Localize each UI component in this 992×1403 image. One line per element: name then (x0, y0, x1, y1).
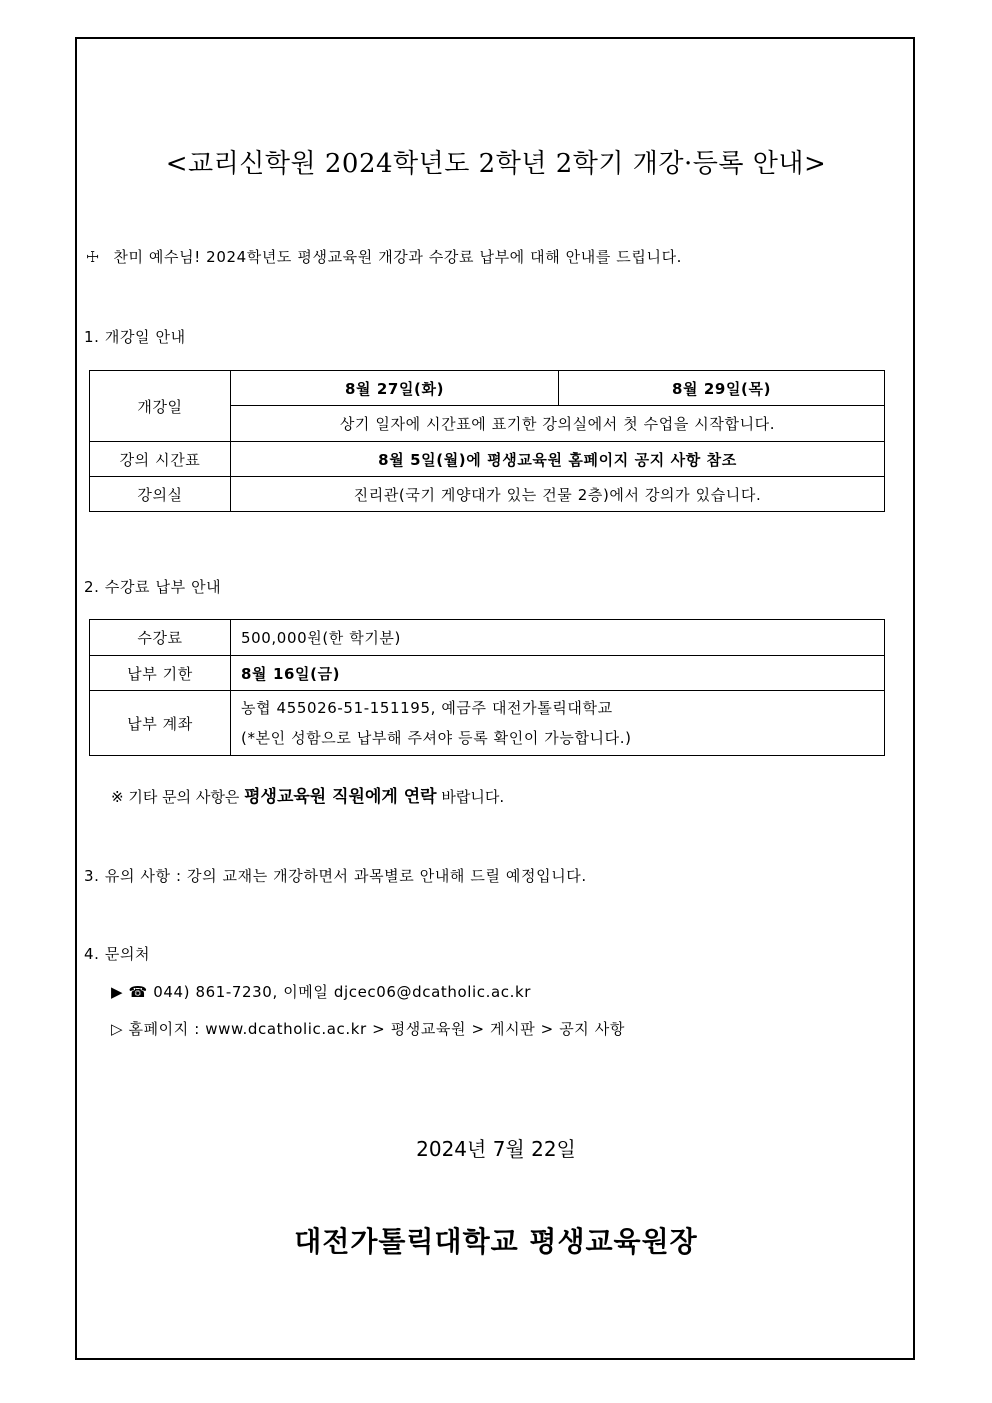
fee-table (89, 619, 885, 756)
cross-icon: ☩ (86, 248, 101, 266)
section4-heading: 4. 문의처 (84, 945, 151, 963)
section3-text: 3. 유의 사항 : 강의 교재는 개강하면서 과목별로 안내해 드릴 예정입니다. (84, 867, 587, 885)
account-value (231, 691, 885, 756)
opening-note: 상기 일자에 시간표에 표기한 강의실에서 첫 수업을 시작합니다. (231, 406, 885, 442)
schedule-value: 8월 5일(월)에 평생교육원 홈페이지 공지 사항 참조 (231, 442, 885, 477)
account-label: 납부 계좌 (90, 691, 231, 756)
greeting-text: 찬미 예수님! 2024학년도 평생교육원 개강과 수강료 납부에 대해 안내를 드립니다. (113, 248, 683, 266)
account-line-1: 농협 455026-51-151195, 예금주 대전가톨릭대학교 (241, 699, 613, 717)
section1-heading: 1. 개강일 안내 (84, 328, 186, 346)
signature: 대전가톨릭대학교 평생교육원장 (294, 1225, 698, 1258)
greeting-line (86, 246, 682, 267)
note-suffix: 바랍니다. (441, 788, 505, 806)
opening-table (89, 370, 885, 512)
opening-label: 개강일 (90, 371, 231, 442)
document-title: <교리신학원 2024학년도 2학년 2학기 개강·등록 안내> (165, 149, 827, 179)
account-line-2: (*본인 성함으로 납부해 주셔야 등록 확인이 가능합니다.) (241, 729, 632, 747)
section2-heading: 2. 수강료 납부 안내 (84, 578, 222, 596)
fee-value: 500,000원(한 학기분) (231, 620, 885, 656)
schedule-label: 강의 시간표 (90, 442, 231, 477)
deadline-label: 납부 기한 (90, 656, 231, 691)
contact-note (111, 782, 504, 807)
bullet-icon: ▶ (111, 983, 124, 1001)
opening-date-2: 8월 29일(목) (559, 371, 885, 406)
fee-label: 수강료 (90, 620, 231, 656)
contact-text: 044) 861-7230, 이메일 djcec06@dcatholic.ac.kr (153, 983, 532, 1001)
note-emphasis: 평생교육원 직원에게 연락 (244, 787, 437, 807)
deadline-value: 8월 16일(금) (231, 656, 885, 691)
document-date: 2024년 7월 22일 (416, 1137, 576, 1161)
phone-icon: ☎ (128, 983, 148, 1001)
opening-date-1: 8월 27일(화) (231, 371, 559, 406)
note-prefix: ※ 기타 문의 사항은 (111, 788, 240, 806)
room-value: 진리관(국기 게양대가 있는 건물 2층)에서 강의가 있습니다. (231, 477, 885, 512)
homepage-line: ▷ 홈페이지 : www.dcatholic.ac.kr > 평생교육원 > 게시판 > 공지 사항 (111, 1020, 625, 1038)
room-label: 강의실 (90, 477, 231, 512)
contact-line (111, 981, 531, 1002)
